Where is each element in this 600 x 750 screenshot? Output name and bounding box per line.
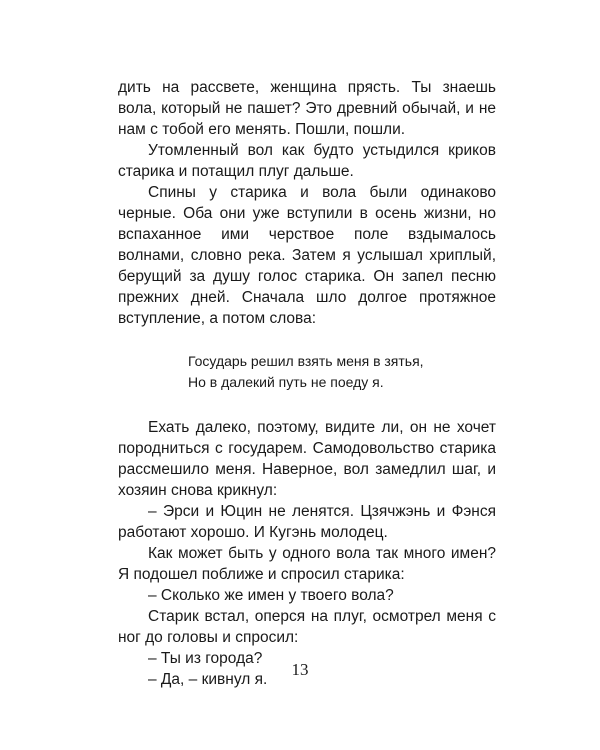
dialogue-line: – Сколько же имен у твоего вола? (148, 587, 394, 604)
verse-block (188, 351, 496, 393)
verse-line: Государь решил взять меня в зятья, (188, 353, 424, 369)
paragraph: дить на рассвете, женщина прясть. Ты знаешь вола, который не пашет? Это древний обычай, и не нам с тобой его менять. Пошли, пошли. (118, 79, 496, 138)
verse-line: Но в далекий путь не поеду я. (188, 374, 384, 390)
dialogue-line: – Да, – кивнул я. (148, 671, 268, 688)
paragraph: Старик встал, оперся на плуг, осмотрел меня с ног до головы и спросил: (118, 608, 496, 646)
page-number: 13 (291, 660, 309, 679)
paragraph: Утомленный вол как будто устыдился криков старика и потащил плуг дальше. (118, 142, 496, 180)
paragraph: Как может быть у одного вола так много имен? Я подошел поближе и спросил старика: (118, 545, 496, 583)
paragraph: Ехать далеко, поэтому, видите ли, он не хочет породниться с государем. Самодовольство старика рассмешило меня. Наверное, вол замедлил шаг, и хозяин снова крикнул: (118, 419, 496, 499)
paragraph: Спины у старика и вола были одинаково черные. Оба они уже вступили в осень жизни, но вспаханное ими черствое поле вздымалось волнами, словно река. Затем я услышал хриплый, берущий за душу голос старика. Он запел песню прежних дней. Сначала шло долгое протяжное вступление, а потом слова: (118, 184, 496, 327)
text-body (118, 77, 496, 690)
dialogue-line: – Эрси и Юцин не ленятся. Цзячжэнь и Фэнся работают хорошо. И Кугэнь молодец. (118, 503, 496, 541)
dialogue-line: – Ты из города? (148, 650, 263, 667)
